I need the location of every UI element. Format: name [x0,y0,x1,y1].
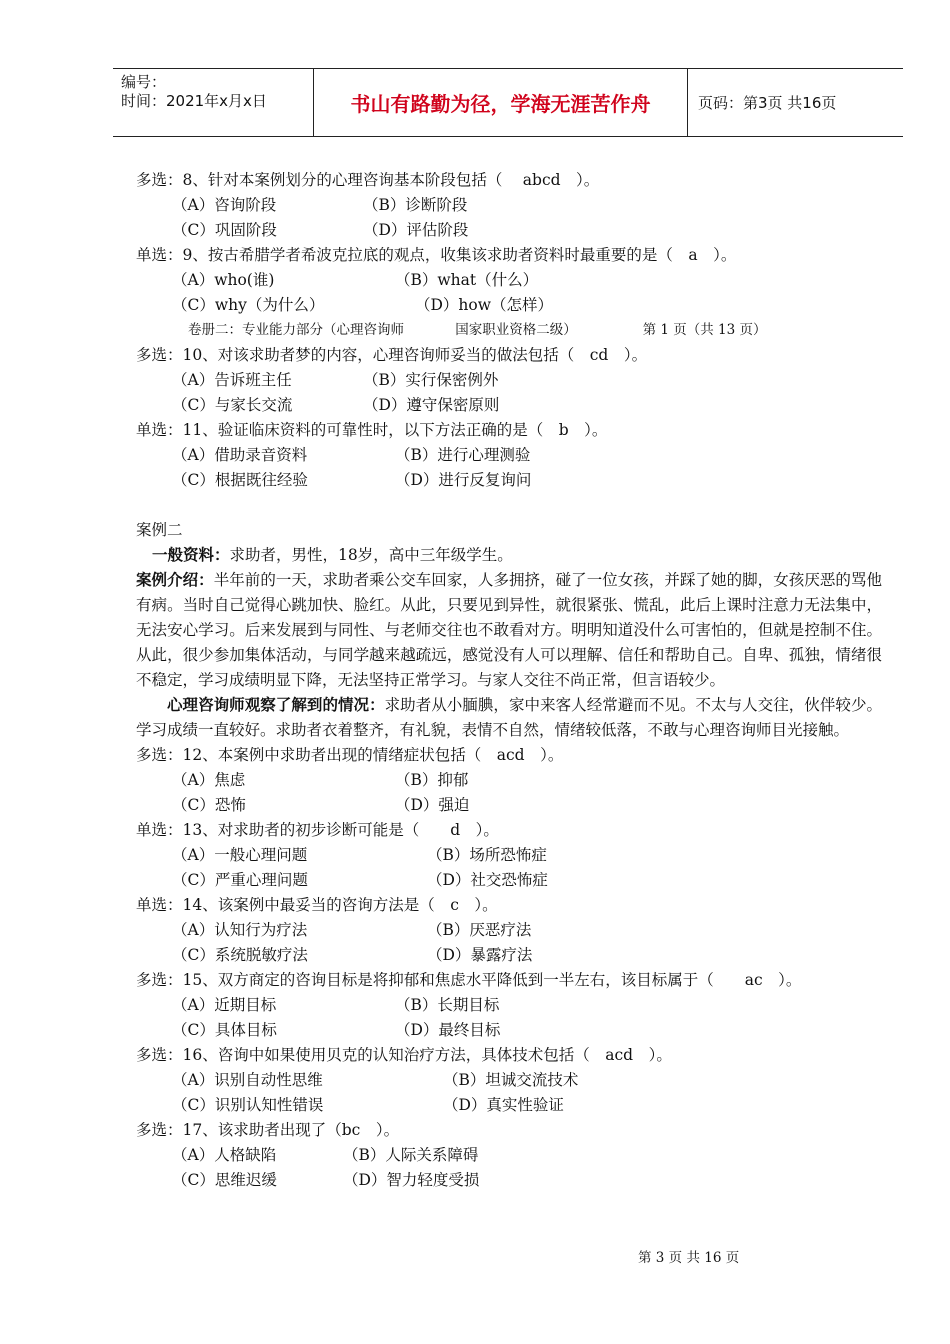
option: （C）具体目标 [172,1021,277,1039]
option: （A）焦虑 [172,771,246,789]
question-stem: 单选：11、验证临床资料的可靠性时，以下方法正确的是（ b ）。 [136,421,608,439]
intro-label: 案例介绍： [136,571,214,589]
option: （D）强迫 [395,796,470,814]
option: （A）咨询阶段 [172,196,277,214]
option-row [136,843,882,868]
option-row [136,993,882,1018]
option-row [136,918,882,943]
question-stem: 多选：10、对该求助者梦的内容，心理咨询师妥当的做法包括（ cd ）。 [136,346,648,364]
intro-text: 半年前的一天，求助者乘公交车回家，人多拥挤，碰了一位女孩，并踩了她的脚，女孩厌恶的骂他有病。当时自己觉得心跳加快、脸红。从此，只要见到异性，就很紧张、慌乱，此后上课时注意力无法集中，无法安心学习。后来发展到与同性、与老师交往也不敢看对方。明明知道没什么可害怕的，但就是控制不住。从此，很少参加集体活动，与同学越来越疏远，感觉没有人可以理解、信任和帮助自己。自卑、孤独，情绪很不稳定，学习成绩明显下降，无法坚持正常学习。与家人交往不尚正常，但言语较少。 [136,571,882,689]
option: （B）实行保密例外 [363,371,499,389]
option-row [136,393,882,418]
question-stem: 单选：9、按古希腊学者希波克拉底的观点，收集该求助者资料时最重要的是（ a ）。 [136,246,737,264]
option: （A）借助录音资料 [172,446,308,464]
option: （B）人际关系障碍 [343,1146,479,1164]
note-part: 卷册二：专业能力部分（心理咨询师 [188,322,404,338]
option-row [136,1068,882,1093]
question-stem: 单选：14、该案例中最妥当的咨询方法是（ c ）。 [136,896,498,914]
option: （C）严重心理问题 [172,871,308,889]
option: （D）遵守保密原则 [363,396,500,414]
option: （C）恐怖 [172,796,246,814]
option-row [136,868,882,893]
option: （A）近期目标 [172,996,277,1014]
question-stem: 多选：12、本案例中求助者出现的情绪症状包括（ acd ）。 [136,746,564,764]
observe-text: 求助者从小腼腆，家中来客人经常避而不见。不太与人交往，伙伴较少。学习成绩一直较好。求助者衣着整齐，有礼貌，表情不自然，情绪较低落，不敢与心理咨询师目光接触。 [136,696,882,739]
option-row [136,443,882,468]
case-intro [136,568,882,693]
option: （C）why（为什么） [172,296,325,314]
option: （D）how（怎样） [415,296,554,314]
option: （C）识别认知性错误 [172,1096,324,1114]
question-stem: 单选：13、对求助者的初步诊断可能是（ d ）。 [136,821,499,839]
option-row [136,1018,882,1043]
option: （D）社交恐怖症 [427,871,548,889]
option: （C）思维迟缓 [172,1171,277,1189]
option: （D）最终目标 [395,1021,501,1039]
question-stem: 多选：16、咨询中如果使用贝克的认知治疗方法，具体技术包括（ acd ）。 [136,1046,672,1064]
inner-page-note [136,318,882,343]
option: （D）进行反复询问 [395,471,532,489]
option-row [136,293,882,318]
document-body [136,168,882,1193]
spacer [136,493,882,518]
page-footer: 第 3 页 共 16 页 [638,1250,740,1266]
case-title: 案例二 [136,521,183,539]
option: （B）长期目标 [395,996,500,1014]
option: （A）who(谁) [172,271,275,289]
option: （B）进行心理测验 [395,446,531,464]
option: （A）认知行为疗法 [172,921,308,939]
option: （A）人格缺陷 [172,1146,277,1164]
header-page-info: 页码：第3页 共16页 [698,94,837,112]
option: （D）评估阶段 [363,221,469,239]
option-row [136,218,882,243]
observe-label: 心理咨询师观察了解到的情况： [167,696,385,714]
question-stem: 多选：15、双方商定的咨询目标是将抑郁和焦虑水平降低到一半左右，该目标属于（ ac ）。 [136,971,802,989]
option-row [136,268,882,293]
option-row [136,468,882,493]
option: （C）系统脱敏疗法 [172,946,308,964]
option-row [136,193,882,218]
option-row [136,768,882,793]
option: （A）告诉班主任 [172,371,292,389]
number-label: 编号： [121,73,167,91]
option: （D）智力轻度受损 [343,1171,480,1189]
option: （C）巩固阶段 [172,221,277,239]
option: （D）真实性验证 [443,1096,564,1114]
page-header [113,68,903,137]
general-text: 求助者，男性，18岁，高中三年级学生。 [229,546,513,564]
case-observation [136,693,882,743]
header-meta [113,69,314,136]
option-row [136,1143,882,1168]
option: （A）一般心理问题 [172,846,308,864]
option: （A）识别自动性思维 [172,1071,323,1089]
general-label: 一般资料： [152,546,230,564]
option-row [136,368,882,393]
general-info [136,543,882,568]
option: （B）诊断阶段 [363,196,468,214]
option-row [136,943,882,968]
header-motto: 书山有路勤为径，学海无涯苦作舟 [314,69,688,136]
option-row [136,1093,882,1118]
option: （B）坦诚交流技术 [443,1071,579,1089]
option: （D）暴露疗法 [427,946,533,964]
option-row [136,1168,882,1193]
option: （B）厌恶疗法 [427,921,532,939]
note-part: 国家职业资格二级） [455,322,577,338]
option: （C）与家长交流 [172,396,293,414]
option: （B）what（什么） [395,271,539,289]
time-label: 时间：2021年x月x日 [121,92,267,110]
note-part: 第 1 页（共 13 页） [642,322,767,338]
option: （B）抑郁 [395,771,469,789]
question-stem: 多选：17、该求助者出现了（bc ）。 [136,1121,400,1139]
option-row [136,793,882,818]
question-stem: 多选：8、针对本案例划分的心理咨询基本阶段包括（ abcd ）。 [136,171,600,189]
option: （C）根据既往经验 [172,471,308,489]
option: （B）场所恐怖症 [427,846,547,864]
